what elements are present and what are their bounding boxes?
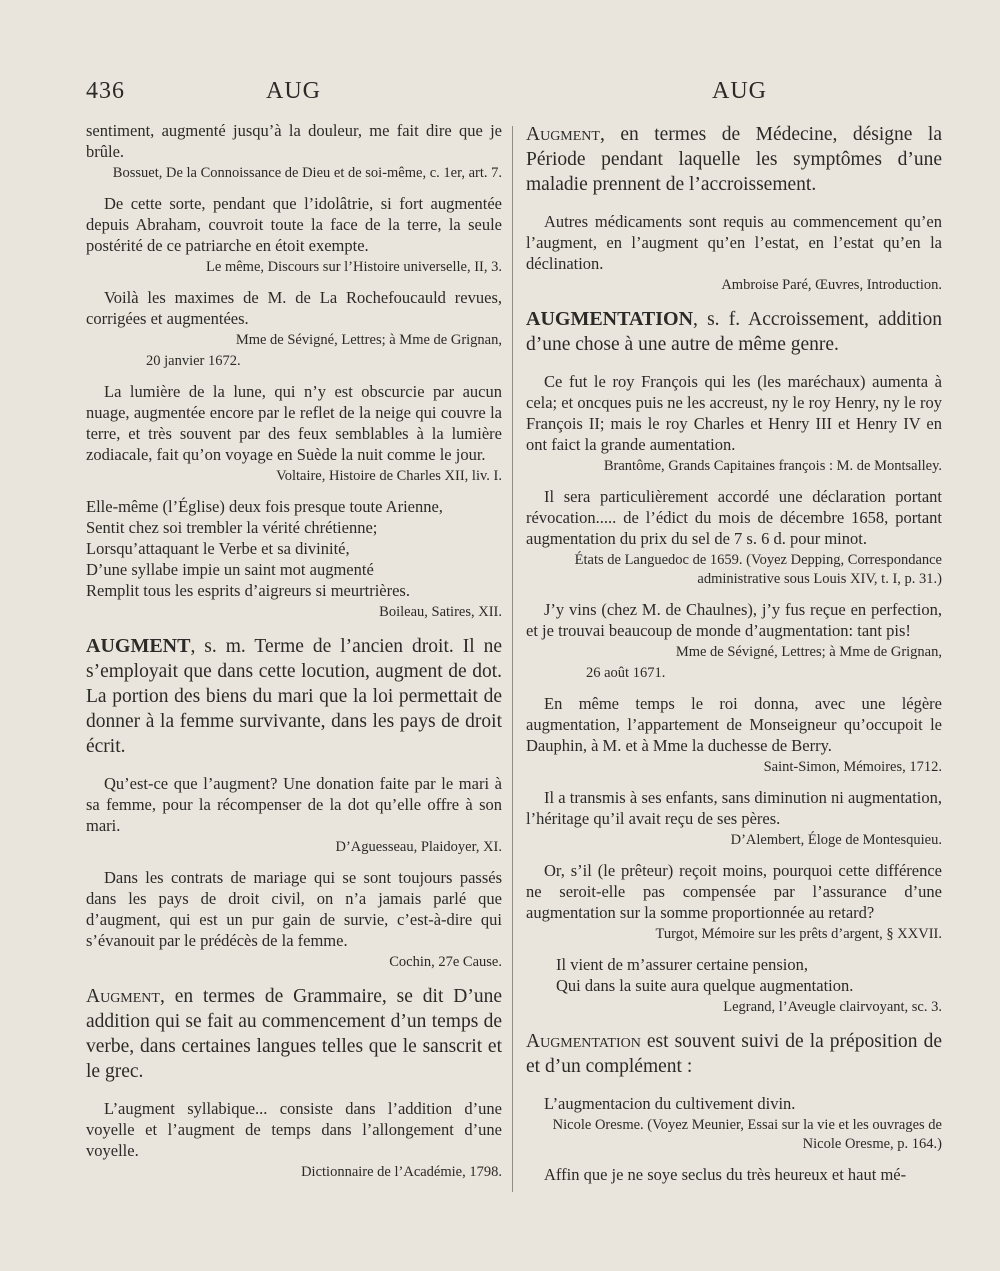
- citation-source: Legrand, l’Aveugle clairvoyant, sc. 3.: [723, 999, 942, 1015]
- headword: Augment: [526, 124, 600, 145]
- citation: [526, 860, 942, 944]
- citation-source: Mme de Sévigné, Lettres; à Mme de Grignan,: [235, 332, 502, 348]
- entry-augment-medicine: [526, 122, 942, 197]
- left-column: [86, 120, 502, 1192]
- citation-source: Voltaire, Histoire de Charles XII, liv. I.: [276, 468, 502, 484]
- headword: Augmentation: [526, 1031, 641, 1052]
- citation-source: Dictionnaire de l’Académie, 1798.: [301, 1164, 502, 1180]
- definition: est souvent suivi de la préposition de et d’un complément :: [526, 1031, 942, 1077]
- citation-text: Autres médicaments sont requis au commencement qu’en l’augment, en l’augment qu’en l’estat, en l’estat qu’en la déclination.: [526, 212, 942, 273]
- citation-text: L’augmentacion du cultivement divin.: [544, 1094, 796, 1113]
- verse-line: Il vient de m’assurer certaine pension,: [556, 955, 808, 974]
- headword: Augment: [86, 986, 160, 1007]
- citation-source: Turgot, Mémoire sur les prêts d’argent, § XXVII.: [655, 926, 942, 942]
- citation: [86, 381, 502, 486]
- running-head-left: AUG: [266, 78, 321, 104]
- citation-source: Ambroise Paré, Œuvres, Introduction.: [721, 277, 942, 293]
- citation-source: Cochin, 27e Cause.: [389, 954, 502, 970]
- definition: , s. m. Terme de l’ancien droit. Il ne s’employait que dans cette locution, augment de dot. La portion des biens du mari que la loi permettait de donner à la femme survivante, dans les pays de droit écrit.: [86, 636, 502, 757]
- citation-text: De cette sorte, pendant que l’idolâtrie, si fort augmentée depuis Abraham, couvroit toute la face de la terre, la seule postérité de ce patriarche en étoit exempte.: [86, 194, 502, 255]
- citation-text: Il a transmis à ses enfants, sans diminution ni augmentation, l’héritage qu’il avait reçu de ses pères.: [526, 788, 942, 828]
- citation-source: Boileau, Satires, XII.: [379, 604, 502, 620]
- citation: [86, 120, 502, 183]
- right-column: [526, 120, 942, 1195]
- citation: [526, 787, 942, 850]
- citation-text: Ce fut le roy François qui les (les maréchaux) aumenta à cela; et oncques puis ne les accreust, ny le roy Henry, ny le roy François II; mais le roy Charles et Henry III et Henry IV en ont faict la grande aumentation.: [526, 372, 942, 454]
- verse-line: Remplit tous les esprits d’aigreurs si meurtrières.: [86, 581, 410, 600]
- verse-line: Elle-même (l’Église) deux fois presque toute Arienne,: [86, 497, 443, 516]
- citation-text: sentiment, augmenté jusqu’à la douleur, me fait dire que je brûle.: [86, 121, 502, 161]
- citation-date: 26 août 1671.: [586, 665, 666, 681]
- entry-augment-law: [86, 634, 502, 759]
- citation-text: Dans les contrats de mariage qui se sont toujours passés dans les pays de droit civil, on n’a jamais parlé que d’augment, qui est un pur gain de survie, c’est-à-dire qui s’évanouit par le prédécès de la femme.: [86, 868, 502, 950]
- citation: [526, 599, 942, 683]
- verse-citation: [86, 496, 502, 622]
- citation: [86, 1098, 502, 1182]
- citation-text: Qu’est-ce que l’augment? Une donation faite par le mari à sa femme, pour la récompenser de la dot qu’elle offre à son mari.: [86, 774, 502, 835]
- citation-text: Or, s’il (le prêteur) reçoit moins, pourquoi cette différence ne seroit-elle pas compensée par l’assurance d’une augmentation sur la somme proportionnée au retard?: [526, 861, 942, 922]
- headword: AUGMENTATION: [526, 308, 694, 330]
- citation-source: D’Alembert, Éloge de Montesquieu.: [730, 832, 942, 848]
- citation-source: Mme de Sévigné, Lettres; à Mme de Grignan,: [675, 644, 942, 660]
- citation-text: Voilà les maximes de M. de La Rochefoucauld revues, corrigées et augmentées.: [86, 288, 502, 328]
- verse-citation: [526, 954, 942, 1017]
- citation: [86, 193, 502, 277]
- citation: [526, 211, 942, 295]
- citation: [86, 287, 502, 371]
- headword: AUGMENT: [86, 635, 191, 657]
- citation-text: L’augment syllabique... consiste dans l’addition d’une voyelle et l’augment de temps dans l’allongement d’une voyelle.: [86, 1099, 502, 1160]
- definition: , en termes de Grammaire, se dit D’une addition qui se fait au commencement d’un temps de verbe, dans certaines langues telles que le sanscrit et le grec.: [86, 986, 502, 1082]
- citation-source: Le même, Discours sur l’Histoire universelle, II, 3.: [206, 259, 502, 275]
- citation: [86, 867, 502, 972]
- running-head-right: AUG: [712, 78, 767, 104]
- citation-source: États de Languedoc de 1659. (Voyez Depping, Correspondance administrative sous Louis XIV, t. I, p. 31.): [574, 552, 942, 587]
- citation: [86, 773, 502, 857]
- citation-source: Bossuet, De la Connoissance de Dieu et de soi-même, c. 1er, art. 7.: [112, 165, 502, 181]
- citation-text: Il sera particulièrement accordé une déclaration portant révocation..... de l’édict du mois de décembre 1658, portant augmentation du prix du sel de 7 s. 6 d. pour minot.: [526, 487, 942, 548]
- verse-line: Lorsqu’attaquant le Verbe et sa divinité,: [86, 539, 350, 558]
- citation-text: J’y vins (chez M. de Chaulnes), j’y fus reçue en perfection, et je trouvai beaucoup de monde d’augmentation: tant pis!: [526, 600, 942, 640]
- entry-augmentation-preposition: [526, 1029, 942, 1079]
- citation-source: Nicole Oresme. (Voyez Meunier, Essai sur la vie et les ouvrages de Nicole Oresme, p. 164.): [552, 1117, 942, 1152]
- citation: [526, 1093, 942, 1154]
- entry-augmentation: [526, 307, 942, 357]
- citation: [526, 693, 942, 777]
- entry-augment-grammar: [86, 984, 502, 1084]
- verse-line: Qui dans la suite aura quelque augmentation.: [556, 976, 854, 995]
- column-divider: [512, 126, 513, 1192]
- citation-text: La lumière de la lune, qui n’y est obscurcie par aucun nuage, augmentée encore par le reflet de la neige qui couvre la terre, et très souvent par des feux semblables à la lumière zodiacale, fait qu’on voyage en Suède la nuit comme le jour.: [86, 382, 502, 464]
- verse-line: Sentit chez soi trembler la vérité chrétienne;: [86, 518, 378, 537]
- page-number: 436: [86, 78, 125, 104]
- verse-line: D’une syllabe impie un saint mot augmenté: [86, 560, 374, 579]
- citation: [526, 371, 942, 476]
- citation-text: Affin que je ne soye seclus du très heureux et haut mé-: [544, 1165, 907, 1184]
- citation: [526, 1164, 942, 1185]
- definition: , s. f. Accroissement, addition d’une chose à une autre de même genre.: [526, 309, 942, 355]
- citation: [526, 486, 942, 589]
- citation-source: Brantôme, Grands Capitaines françois : M. de Montsalley.: [603, 458, 942, 474]
- citation-source: Saint-Simon, Mémoires, 1712.: [763, 759, 942, 775]
- citation-text: En même temps le roi donna, avec une légère augmentation, l’appartement de Monseigneur qu’occupoit le Dauphin, à M. et à Mme la duchesse de Berry.: [526, 694, 942, 755]
- citation-source: D’Aguesseau, Plaidoyer, XI.: [335, 839, 502, 855]
- citation-date: 20 janvier 1672.: [146, 353, 241, 369]
- definition: , en termes de Médecine, désigne la Période pendant laquelle les symptômes d’une maladie prennent de l’accroissement.: [526, 124, 942, 195]
